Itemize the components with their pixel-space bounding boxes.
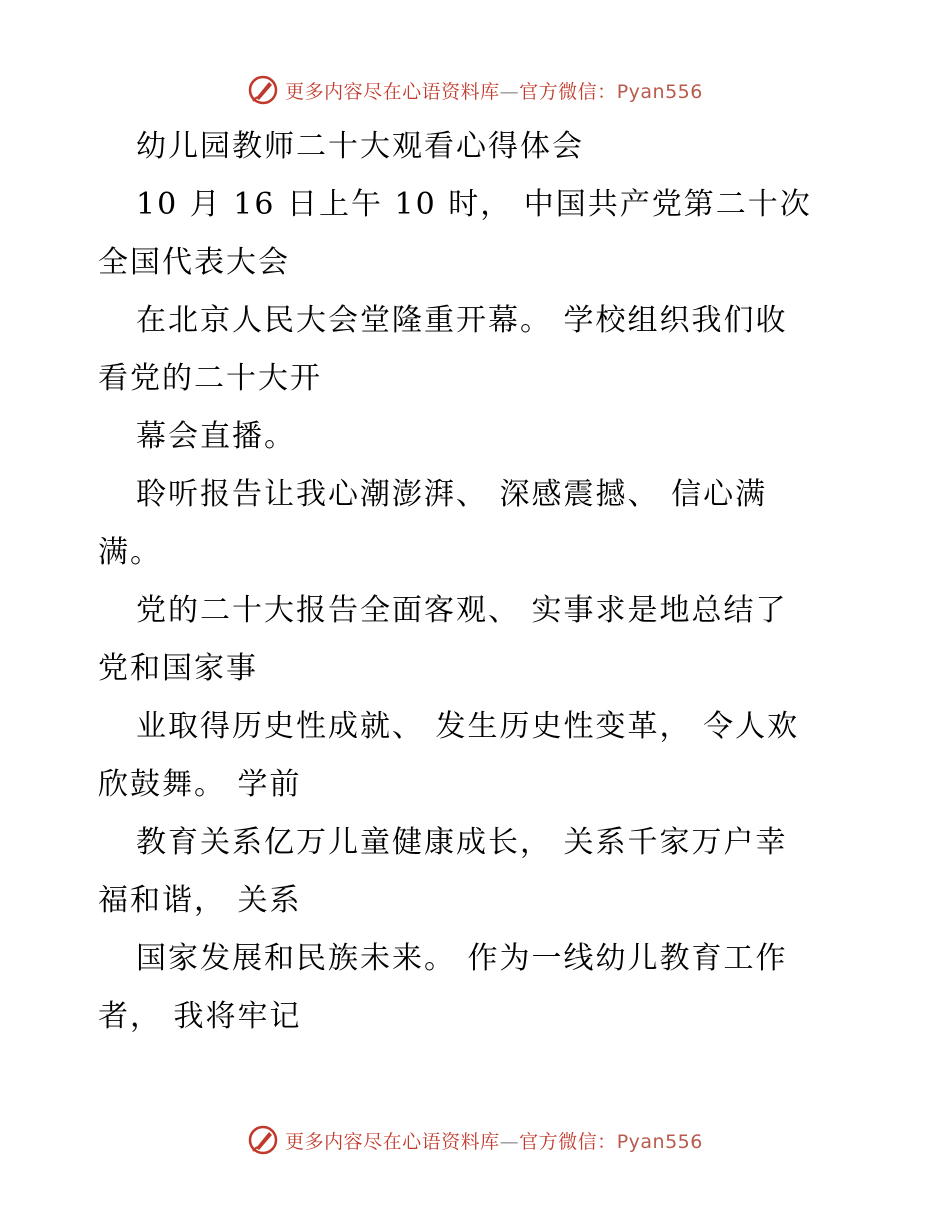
paragraph-line: 业取得历史性成就、 发生历史性变革， 令人欢	[136, 709, 800, 744]
paragraph-line: 福和谐， 关系	[98, 883, 302, 918]
quill-pen-logo-icon	[247, 1124, 279, 1156]
paragraph-line: 聆听报告让我心潮澎湃、 深感震撼、 信心满	[136, 477, 768, 512]
quill-pen-logo-icon	[247, 74, 279, 106]
footer-watermark-banner	[0, 1120, 950, 1160]
document-title: 幼儿园教师二十大观看心得体会	[136, 129, 584, 164]
banner-title: 更多内容尽在心语资料库	[285, 1130, 500, 1153]
paragraph-line: 满。	[98, 535, 162, 570]
paragraph-line: 10 月 16 日上午 10 时， 中国共产党第二十次	[136, 187, 812, 222]
banner-suffix: 官方微信：	[519, 1130, 617, 1153]
paragraph-line: 看党的二十大开	[98, 361, 322, 396]
paragraph-line: 教育关系亿万儿童健康成长， 关系千家万户幸	[136, 825, 788, 860]
banner-id: Pyan556	[616, 80, 703, 103]
banner-title: 更多内容尽在心语资料库	[285, 80, 500, 103]
banner-id: Pyan556	[616, 1130, 703, 1153]
paragraph-line: 者， 我将牢记	[98, 999, 302, 1034]
paragraph-line: 党的二十大报告全面客观、 实事求是地总结了	[136, 593, 788, 628]
banner-text	[285, 1127, 703, 1154]
banner-separator: —	[499, 1130, 520, 1153]
banner-text	[285, 77, 703, 104]
paragraph-line: 幕会直播。	[136, 419, 296, 454]
paragraph-line: 全国代表大会	[98, 245, 290, 280]
paragraph-line: 党和国家事	[98, 651, 258, 686]
paragraph-line: 欣鼓舞。 学前	[98, 767, 302, 802]
header-watermark-banner	[0, 70, 950, 110]
paragraph-line: 在北京人民大会堂隆重开幕。 学校组织我们收	[136, 303, 788, 338]
banner-suffix: 官方微信：	[519, 80, 617, 103]
paragraph-line: 国家发展和民族未来。 作为一线幼儿教育工作	[136, 941, 788, 976]
document-body	[98, 118, 858, 1046]
banner-separator: —	[499, 80, 520, 103]
